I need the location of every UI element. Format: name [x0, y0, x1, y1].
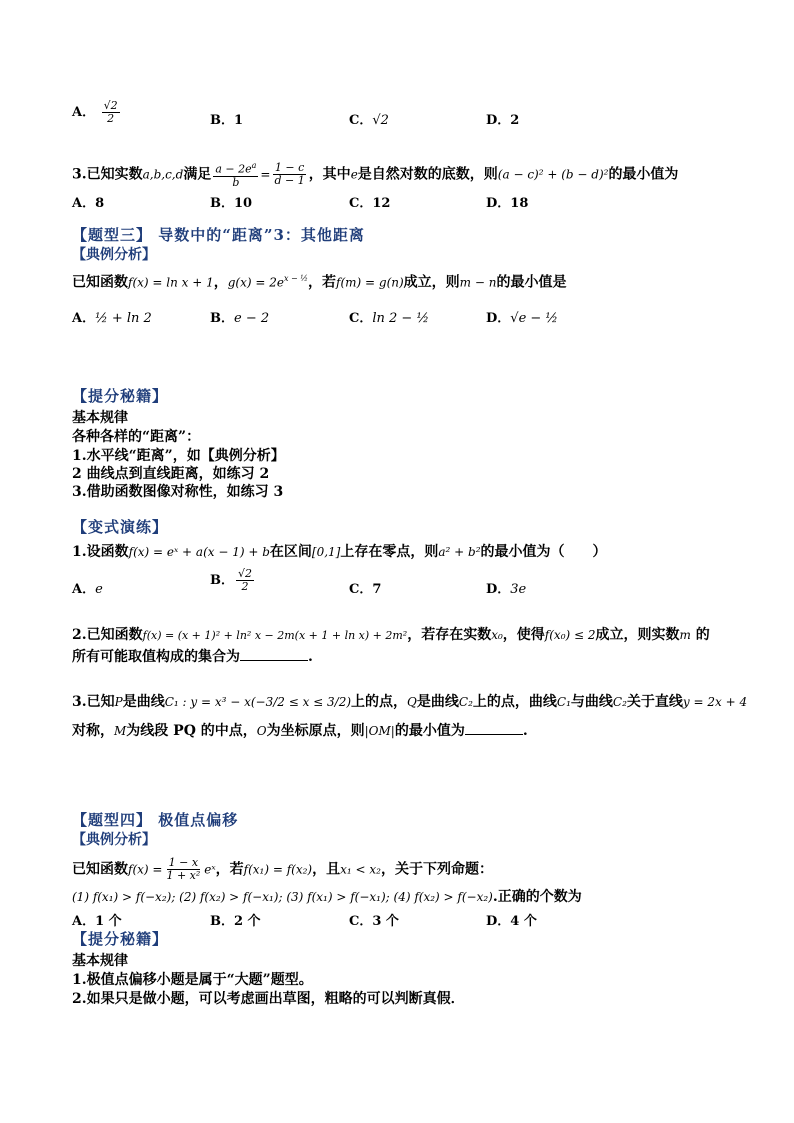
option-a-fraction — [102, 100, 120, 125]
type4-option-d: D．4 个 — [486, 914, 537, 929]
q3-mid: ，其中 — [308, 166, 351, 183]
type3-mid2: 成立，则 — [403, 274, 460, 291]
option-d-label: D． — [486, 113, 511, 128]
q2-line2-text: 所有可能取值构成的集合为 — [72, 649, 240, 665]
q3-c1: C₁ — [556, 695, 571, 709]
q1-option-b — [210, 568, 256, 593]
type4-prefix: 已知函数 — [72, 861, 128, 878]
q3-line2-suffix: 的最小值为 — [394, 723, 465, 739]
q2-mid3: 成立，则实数 — [595, 627, 680, 643]
q3-mid2: 上的点， — [351, 694, 408, 710]
q2-tail: 的 — [690, 627, 710, 643]
q3-line: y = 2x + 4 — [682, 695, 748, 709]
tips-line: 基本规律 — [72, 953, 128, 969]
type4-propositions — [72, 888, 582, 906]
type4-condition: f(x₁) = f(x₂) — [243, 862, 313, 877]
q3-prefix: 3.已知实数 — [72, 166, 143, 183]
q2-condition: f(x₀) ≤ 2 — [544, 628, 596, 642]
fraction-numerator-text: a − 2e — [215, 162, 252, 176]
q3-range: (−3/2 ≤ x ≤ 3/2) — [250, 695, 352, 709]
tips-line: 1.极值点偏移小题是属于“大题”题型。 — [72, 972, 313, 988]
q1-option-d — [486, 578, 526, 597]
type3-prefix: 已知函数 — [72, 274, 128, 291]
q1-prefix: 1.设函数 — [72, 544, 129, 560]
q3-point-o: O — [256, 724, 267, 738]
option-b — [210, 109, 243, 128]
q2-function: f(x) = (x + 1)² + ln² x − 2m(x + 1 + ln x) + 2m² — [142, 629, 408, 642]
type4-mid2: ，且 — [312, 861, 341, 878]
fraction-denominator: 2 — [241, 580, 249, 593]
tips-line: 2.如果只是做小题，可以考虑画出草图，粗略的可以判断真假． — [72, 991, 465, 1007]
fraction-numerator: √2 — [238, 567, 253, 580]
type3-option-a — [72, 307, 152, 326]
option-value: √e − ½ — [510, 311, 559, 326]
option-b-value: 1 — [234, 113, 244, 128]
option-value: ½ + ln 2 — [95, 311, 152, 326]
type4-mid: ，若 — [215, 861, 244, 878]
tips-line: 2 曲线点到直线距离，如练习 2 — [72, 466, 270, 482]
q3-line2-mid: 为线段 PQ 的中点， — [126, 723, 257, 739]
q3-mid: 是曲线 — [122, 694, 165, 710]
option-a-label: A． — [72, 105, 96, 120]
q3-om: |OM| — [364, 724, 395, 738]
type3-mid: ，若 — [308, 274, 337, 291]
fraction-numerator: 1 − x — [168, 856, 199, 869]
q1-interval: [0,1] — [311, 545, 341, 559]
example-label: 【典例分析】 — [72, 832, 156, 848]
q1-suffix: 的最小值为（ ） — [480, 544, 607, 560]
type3-condition: f(m) = g(n) — [336, 275, 404, 290]
question-3 — [72, 160, 678, 189]
q1-option-c: C．7 — [349, 582, 382, 597]
practice-q3-line2 — [72, 722, 528, 740]
q3-line2-prefix: 对称， — [72, 723, 114, 739]
q3-c2b: C₂ — [612, 695, 627, 709]
option-value: e − 2 — [234, 311, 270, 326]
practice-q3-line1 — [72, 693, 747, 711]
type3-g-definition: g(x) = 2e — [227, 275, 284, 290]
option-label: D． — [486, 311, 511, 326]
tips-title: 【提分秘籍】 — [72, 387, 169, 405]
q2-mid2: ，使得 — [502, 627, 545, 643]
fraction-numerator — [213, 160, 258, 177]
q1-function: f(x) = eˣ + a(x − 1) + b — [128, 545, 270, 559]
q3-end: . — [522, 723, 528, 739]
type4-question — [72, 857, 493, 882]
tips-title: 【提分秘籍】 — [72, 930, 169, 948]
type3-question — [72, 270, 566, 292]
fraction-denominator: d − 1 — [274, 173, 305, 187]
tips-line: 基本规律 — [72, 410, 128, 426]
option-label: D． — [486, 582, 511, 597]
tips-line: 1.水平线“距离”，如【典例分析】 — [72, 448, 285, 464]
practice-title: 【变式演练】 — [72, 518, 169, 536]
q3-option-c: C．12 — [349, 196, 391, 211]
type3-target: m − n — [459, 275, 497, 290]
option-c — [349, 109, 389, 128]
type4-option-a: A．1 个 — [72, 914, 122, 929]
q1-mid2: 上存在零点，则 — [340, 544, 439, 560]
q3-satisfy: 满足 — [183, 166, 212, 183]
q3-point-q: Q — [407, 695, 417, 709]
q2-x0: x₀ — [491, 628, 503, 642]
type3-suffix: 的最小值是 — [496, 274, 567, 291]
option-b-label: B． — [210, 113, 234, 128]
q3-prefix: 3.已知 — [72, 694, 115, 710]
fraction-denominator: 1 + x² — [166, 869, 201, 882]
q1-expression: a² + b² — [438, 545, 481, 559]
answer-blank[interactable] — [240, 660, 308, 661]
option-c-value: √2 — [372, 113, 389, 128]
option-a — [72, 100, 122, 125]
type3-comma: ， — [213, 274, 228, 291]
option-c-label: C． — [349, 113, 373, 128]
q3-curve: C₁ : y = x³ − x — [164, 695, 251, 709]
option-label: A． — [72, 582, 96, 597]
fraction-denominator: b — [232, 175, 240, 189]
option-value: e — [95, 582, 103, 597]
q1-option-a — [72, 578, 103, 597]
answer-blank[interactable] — [465, 734, 523, 735]
type3-option-d — [486, 307, 558, 326]
type4-exp: eˣ — [204, 862, 216, 877]
option-fraction — [236, 568, 254, 593]
q3-fraction-1 — [213, 160, 258, 189]
option-label: B． — [210, 311, 234, 326]
type3-option-b — [210, 307, 269, 326]
section-title-type3: 【题型三】 导数中的“距离”3：其他距离 — [72, 226, 365, 244]
option-value: 3e — [510, 582, 527, 597]
q2-prefix: 2.已知函数 — [72, 627, 143, 643]
q3-point-m: M — [114, 724, 127, 738]
option-label: A． — [72, 311, 96, 326]
option-value: ln 2 − ½ — [372, 311, 430, 326]
type4-option-b: B．2 个 — [210, 914, 261, 929]
q2-m: m — [679, 628, 691, 642]
practice-q2-line2 — [72, 648, 313, 666]
q3-line2-mid2: 为坐标原点，则 — [266, 723, 365, 739]
section-title-type4: 【题型四】 极值点偏移 — [72, 811, 239, 829]
example-label: 【典例分析】 — [72, 247, 156, 263]
q3-equals: = — [260, 167, 271, 182]
type4-props-suffix: .正确的个数为 — [492, 889, 582, 905]
option-d — [486, 109, 519, 128]
q3-e: e — [350, 167, 358, 182]
type3-g-exponent: x − ½ — [283, 274, 309, 283]
q3-fraction-2 — [272, 162, 306, 187]
q3-suffix: 的最小值为 — [608, 166, 679, 183]
type4-props: (1) f(x₁) > f(−x₂); (2) f(x₂) > f(−x₁); (3) f(x₁) > f(−x₁); (4) f(x₂) > f(−x₂) — [72, 890, 493, 904]
tips-line: 各种各样的“距离”： — [72, 429, 201, 445]
q3-vars: a,b,c,d — [142, 167, 184, 182]
q3-option-b: B．10 — [210, 196, 253, 211]
q3-c2: C₂ — [458, 695, 473, 709]
q3-mid6: 关于直线 — [626, 694, 683, 710]
option-d-value: 2 — [510, 113, 520, 128]
q3-mid2: 是自然对数的底数，则 — [357, 166, 498, 183]
q3-mid5: 与曲线 — [570, 694, 613, 710]
fraction-numerator: √2 — [103, 99, 118, 112]
type3-option-c — [349, 307, 429, 326]
q3-point-p: P — [114, 695, 123, 709]
q2-mid: ，若存在实数 — [407, 627, 492, 643]
type4-suffix: ，关于下列命题： — [380, 861, 493, 878]
fraction-numerator-exponent: a — [251, 161, 257, 170]
type4-option-c: C．3 个 — [349, 914, 399, 929]
type4-fraction — [164, 857, 202, 882]
option-label: B． — [210, 573, 234, 588]
type4-condition2: x₁ < x₂ — [340, 862, 381, 877]
practice-q1 — [72, 543, 607, 561]
q1-mid: 在区间 — [269, 544, 312, 560]
practice-q2-line1 — [72, 626, 710, 645]
type3-f-definition: f(x) = ln x + 1 — [128, 275, 214, 290]
q3-mid3: 是曲线 — [416, 694, 459, 710]
tips-line: 3.借助函数图像对称性，如练习 3 — [72, 484, 284, 500]
fraction-denominator: 2 — [107, 112, 115, 125]
q3-option-d: D．18 — [486, 196, 529, 211]
option-label: C． — [349, 311, 373, 326]
q3-option-a: A．8 — [72, 196, 105, 211]
type4-f-lhs: f(x) = — [128, 862, 163, 877]
q3-mid4: 上的点，曲线 — [472, 694, 557, 710]
fraction-numerator: 1 − c — [274, 160, 305, 174]
q3-expression: (a − c)² + (b − d)² — [497, 167, 609, 182]
q2-end: . — [308, 649, 313, 665]
